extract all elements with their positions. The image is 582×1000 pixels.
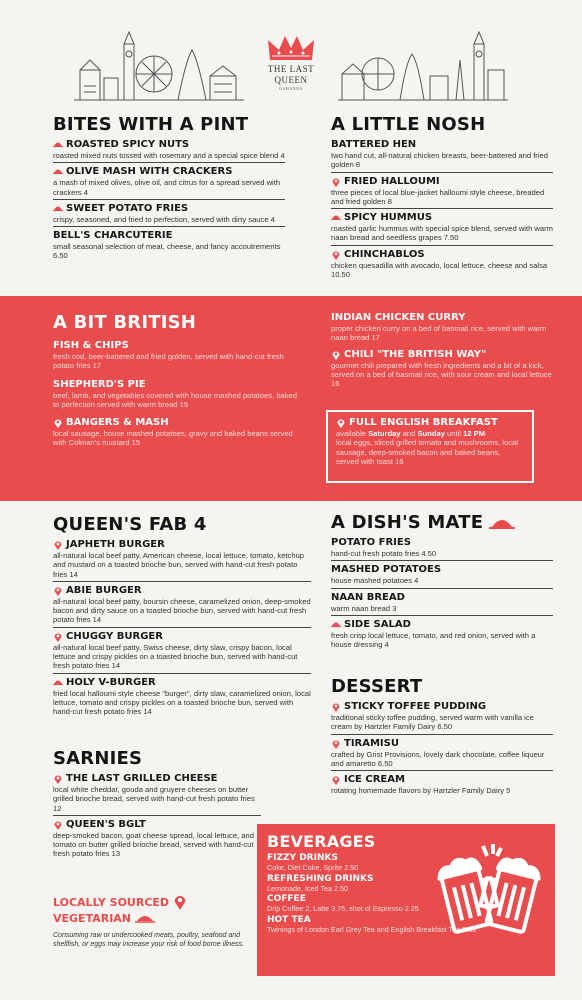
food-safety-disclaimer: Consuming raw or undercooked meats, poultry, seafood and shellfish, or eggs may increase your risk of food borne illness. xyxy=(53,932,245,948)
menu-item xyxy=(53,585,311,628)
divider xyxy=(53,627,311,628)
item-name: REFRESHING DRINKS xyxy=(267,873,374,884)
london-skyline-left-icon xyxy=(74,30,244,102)
item-name: STICKY TOFFEE PUDDING xyxy=(344,701,487,712)
item-desc: hand-cut fresh potato fries 4.50 xyxy=(331,549,437,558)
item-name: FISH & CHIPS xyxy=(53,340,129,351)
menu-item xyxy=(53,773,261,816)
menu-item xyxy=(53,379,303,410)
item-name: COFFEE xyxy=(267,894,306,905)
menu-item xyxy=(331,701,553,735)
vegetarian-icon xyxy=(53,140,63,150)
item-name: INDIAN CHICKEN CURRY xyxy=(331,312,466,323)
crown-icon xyxy=(266,34,316,64)
item-name: QUEEN'S BGLT xyxy=(66,818,146,830)
menu-item xyxy=(53,417,303,448)
item-desc: a mash of mixed olives, olive oil, and citrus for a spread served with crackers 4 xyxy=(53,178,281,197)
item-desc: three pieces of local blue-jacket halloumi style cheese, breaded and fried golden 8 xyxy=(331,187,545,206)
item-name: ROASTED SPICY NUTS xyxy=(66,139,190,150)
item-name: CHUGGY BURGER xyxy=(66,630,163,642)
menu-item xyxy=(331,249,553,280)
divider xyxy=(53,226,285,227)
menu-item xyxy=(331,564,553,588)
vegetarian-icon xyxy=(53,678,63,688)
item-name: SPICY HUMMUS xyxy=(344,212,433,224)
brand-logo xyxy=(255,34,327,91)
vegetarian-icon xyxy=(331,620,341,630)
menu-item xyxy=(331,176,553,210)
item-desc: fresh cod, beer-battered and fried golden, served with hand-cut fresh potato fries 17 xyxy=(53,352,284,371)
item-desc: fried local halloumi style cheese "burger", dirty slaw, caramelized onion, local lettuce, tomato and crispy pickles on a toasted brioche bun, served with hand-cut fresh potato fries 14 xyxy=(53,688,311,717)
vegetarian-icon xyxy=(53,204,63,214)
divider xyxy=(331,208,553,209)
item-desc: local white cheddar, gouda and gruyere cheeses on butter grilled brioche bread, served with hand-cut fresh potato fries 12 xyxy=(53,785,255,813)
fab4-title: QUEEN'S FAB 4 xyxy=(53,514,207,535)
item-name: FIZZY DRINKS xyxy=(267,853,338,863)
item-name: NAAN BREAD xyxy=(331,591,405,603)
item-desc: Twinings of London Earl Grey Tea and English Breakfast Tea 2.50 xyxy=(267,924,477,934)
item-name: BELL'S CHARCUTERIE xyxy=(53,230,173,242)
divider xyxy=(331,560,553,561)
sarnies-section xyxy=(53,748,261,859)
mate-section xyxy=(331,512,553,649)
day-sunday: Sunday xyxy=(417,429,445,438)
item-name: SIDE SALAD xyxy=(344,618,411,630)
item-desc: local eggs, sliced grilled tomato and mushrooms, local sausage, deep-smoked bacon and baked beans, served with toast 16 xyxy=(336,438,518,466)
menu-item xyxy=(53,203,285,227)
mate-title-row xyxy=(331,512,553,534)
menu-item xyxy=(53,230,285,261)
item-name: POTATO FRIES xyxy=(331,537,411,548)
item-name: SWEET POTATO FRIES xyxy=(66,202,189,214)
item-name: HOLY V-BURGER xyxy=(66,676,156,688)
british-left xyxy=(53,312,303,448)
cloche-icon xyxy=(489,516,515,530)
british-title: A BIT BRITISH xyxy=(53,312,197,333)
menu-item xyxy=(331,139,553,173)
item-name: HOT TEA xyxy=(267,914,311,925)
menu-item xyxy=(331,738,553,772)
vegetarian-icon xyxy=(53,167,63,177)
menu-item xyxy=(267,874,457,894)
divider xyxy=(331,172,553,173)
text: available xyxy=(336,429,369,438)
beverages-list xyxy=(267,853,477,934)
dessert-title: DESSERT xyxy=(331,676,423,697)
local-pin-icon xyxy=(331,702,341,712)
local-pin-icon xyxy=(331,775,341,785)
nosh-section xyxy=(331,114,553,279)
divider xyxy=(331,770,553,771)
menu-item xyxy=(331,349,553,389)
item-desc: roasted mixed nuts tossed with rosemary and a special spice blend 4 xyxy=(53,151,285,160)
local-pin-icon xyxy=(53,540,63,550)
british-right xyxy=(331,312,553,388)
item-desc: Coke, Diet Coke, Sprite 2.50 xyxy=(267,863,359,872)
item-desc: roasted garlic hummus with special spice blend, served with warm naan bread and seedless grapes 7.50 xyxy=(331,224,553,243)
divider xyxy=(331,615,553,616)
item-name: FRIED HALLOUMI xyxy=(344,175,440,187)
menu-item xyxy=(267,853,457,873)
time: 12 PM xyxy=(463,429,486,438)
divider xyxy=(53,581,311,582)
legend xyxy=(53,894,253,949)
menu-header xyxy=(0,24,582,106)
british-band xyxy=(0,296,582,501)
nosh-title: A LITTLE NOSH xyxy=(331,114,486,135)
item-name: JAPHETH BURGER xyxy=(66,539,165,550)
item-desc: house mashed potatoes 4 xyxy=(331,576,419,586)
item-desc: Lemonade, Iced Tea 2.50 xyxy=(267,883,348,893)
item-name: MASHED POTATOES xyxy=(331,564,442,576)
legend-veg-label: VEGETARIAN xyxy=(53,912,132,925)
item-desc: local sausage, house mashed potatoes, gravy and baked beans served with Colman's mustard 15 xyxy=(53,429,293,448)
fab4-section xyxy=(53,514,311,717)
item-name: FULL ENGLISH BREAKFAST xyxy=(349,417,498,428)
item-desc: Drip Coffee 2, Latte 3.75, shot of Espresso 2.25 xyxy=(267,904,419,914)
beverages-title: BEVERAGES xyxy=(267,832,376,851)
divider xyxy=(53,815,261,816)
day-saturday: Saturday xyxy=(368,429,401,438)
local-pin-icon xyxy=(331,739,341,749)
menu-item xyxy=(267,894,457,914)
menu-item xyxy=(53,340,303,371)
menu-item xyxy=(267,914,477,935)
local-pin-icon xyxy=(331,250,341,260)
item-desc: traditional sticky toffee pudding, served warm with vanilla ice cream by Hartzler Family Dairy 6.50 xyxy=(331,713,534,732)
item-desc: all-natural local beef patty, boursin cheese, caramelized onion, deep-smoked bacon and dirty sauce on a toasted brioche bun, served with hand-cut fresh potato fries 14 xyxy=(53,596,311,625)
item-name: CHINCHABLOS xyxy=(344,248,425,260)
menu-item xyxy=(53,677,311,717)
bites-title: BITES WITH A PINT xyxy=(53,114,249,135)
item-name: OLIVE MASH WITH CRACKERS xyxy=(66,166,233,178)
item-name: TIRAMISU xyxy=(344,737,399,749)
london-skyline-right-icon xyxy=(338,30,508,102)
menu-item xyxy=(53,819,261,859)
sarnies-title: SARNIES xyxy=(53,748,143,769)
bites-section xyxy=(53,114,285,261)
divider xyxy=(53,162,285,163)
mate-title: A DISH'S MATE xyxy=(331,512,484,533)
menu-item xyxy=(331,592,553,616)
menu-item xyxy=(331,312,553,343)
menu-item xyxy=(53,539,311,582)
item-desc: fresh crisp local lettuce, tomato, and red onion, served with a house dressing 4 xyxy=(331,630,536,650)
item-desc: crispy, seasoned, and fried to perfection, served with dirty sauce 4 xyxy=(53,214,275,224)
divider xyxy=(331,245,553,246)
text: until xyxy=(444,429,464,438)
legend-local xyxy=(53,894,253,910)
item-desc: chicken quesadilla with avocado, local lettuce, cheese and salsa 10.50 xyxy=(331,260,548,280)
local-pin-icon xyxy=(331,350,341,360)
item-name: ICE CREAM xyxy=(344,774,405,786)
local-pin-icon xyxy=(53,774,63,784)
item-desc: all-natural local beef patty, American cheese, local lettuce, tomato, ketchup and mustard on a toasted brioche bun, served with hand-cut fresh potato fries 14 xyxy=(53,551,305,579)
divider xyxy=(53,673,311,674)
item-name: SHEPHERD'S PIE xyxy=(53,378,146,390)
item-desc: crafted by Grist Provisions, lovely dark chocolate, coffee liqueur and amaretto 6.50 xyxy=(331,749,545,768)
item-name: CHILI "THE BRITISH WAY" xyxy=(344,348,487,360)
menu-item xyxy=(331,212,553,246)
local-pin-icon xyxy=(53,632,63,642)
item-desc: proper chicken curry on a bed of basmati rice, served with warm naan bread 17 xyxy=(331,324,547,343)
text: and xyxy=(400,429,418,438)
local-pin-icon xyxy=(173,894,187,910)
item-desc: rotating homemade flavors by Hartzler Family Dairy 5 xyxy=(331,786,511,796)
item-desc: gourmet chili prepared with fresh ingredients and a bit of a kick, served on a bed of basmati rice, with sour cream and local lettuce 16 xyxy=(331,360,552,389)
beverages-box xyxy=(257,824,555,976)
menu-item xyxy=(331,774,553,795)
menu-item xyxy=(53,139,285,163)
menu-item xyxy=(331,537,553,561)
vegetarian-icon xyxy=(331,213,341,223)
vegetarian-icon xyxy=(135,913,155,925)
item-desc: deep-smoked bacon, goat cheese spread, local lettuce, and tomato on butter grilled brioche bread, served with hand-cut fresh potato fries 13 xyxy=(53,830,254,859)
item-name: BANGERS & MASH xyxy=(66,417,169,429)
menu-item xyxy=(53,166,285,200)
divider xyxy=(53,199,285,200)
item-name: THE LAST GRILLED CHEESE xyxy=(66,773,218,784)
item-desc: two hand cut, all-natural chicken breasts, beer-battered and fried golden 8 xyxy=(331,151,548,170)
menu-item xyxy=(331,619,553,650)
brand-place: GAHANNA xyxy=(279,86,303,91)
local-pin-icon xyxy=(53,418,63,428)
item-desc: small seasonal selection of meat, cheese, and fancy accoutrements 6.50 xyxy=(53,242,281,261)
local-pin-icon xyxy=(331,177,341,187)
item-desc: all-natural local beef patty, Swiss cheese, dirty slaw, crispy bacon, local lettuce and crispy pickles on a toasted brioche bun, served with hand-cut fresh potato fries 14 xyxy=(53,642,298,671)
item-name: ABIE BURGER xyxy=(66,584,142,596)
breakfast-box xyxy=(326,410,534,483)
legend-local-label: LOCALLY SOURCED xyxy=(53,895,170,909)
dessert-section xyxy=(331,676,553,795)
divider xyxy=(331,734,553,735)
legend-veg xyxy=(53,912,253,925)
item-desc: warm naan bread 3 xyxy=(331,603,397,613)
divider xyxy=(331,588,553,589)
item-name: BATTERED HEN xyxy=(331,139,417,150)
local-pin-icon xyxy=(336,418,346,428)
menu-item xyxy=(53,631,311,674)
brand-name: THE LAST QUEEN xyxy=(267,64,315,85)
breakfast-availability xyxy=(336,429,524,438)
local-pin-icon xyxy=(53,586,63,596)
item-desc: beef, lamb, and vegetables covered with house mashed potatoes, baked to perfection served with warm bread 15 xyxy=(53,390,298,409)
local-pin-icon xyxy=(53,820,63,830)
beer-mugs-icon xyxy=(435,838,543,942)
